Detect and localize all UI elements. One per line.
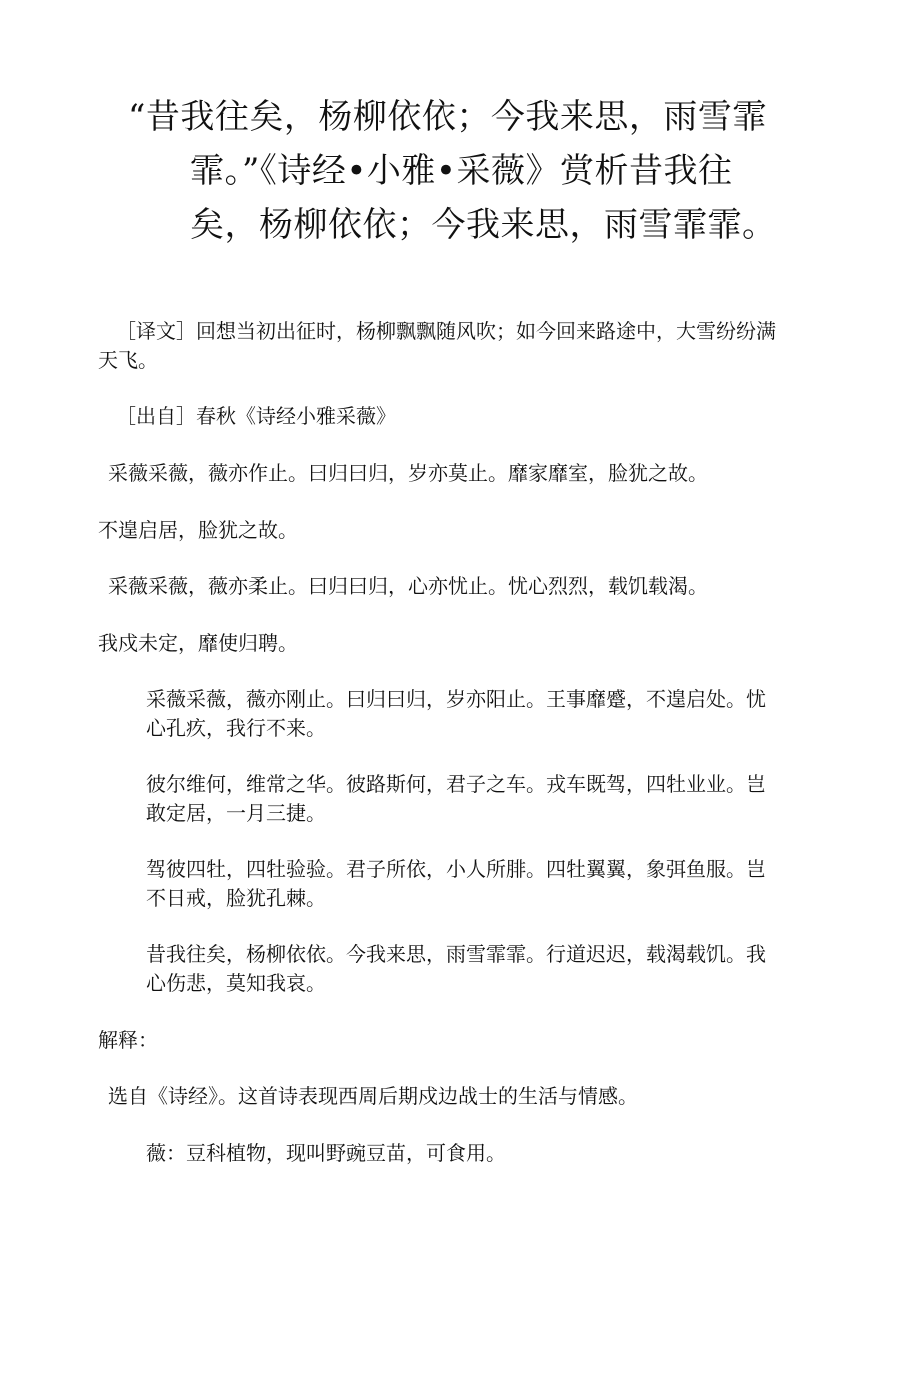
source-paragraph: ［出自］春秋《诗经小雅采薇》 xyxy=(116,404,396,428)
note-paragraph: 选自《诗经》。这首诗表现西周后期戍边战士的生活与情感。 xyxy=(108,1084,638,1108)
paragraph-line: 心伤悲，莫知我哀。 xyxy=(146,971,326,995)
paragraph-line: 昔我往矣，杨柳依依。今我来思，雨雪霏霏。行道迟迟，载渴载饥。我 xyxy=(146,942,766,966)
poem-stanza-line: 采薇采薇，薇亦柔止。曰归曰归，心亦忧止。忧心烈烈，载饥载渴。 xyxy=(108,574,708,598)
document-title xyxy=(128,90,828,252)
title-line: 矣，杨柳依依；今我来思，雨雪霏霏。 xyxy=(190,205,777,245)
poem-stanza-line: 不遑启居，脸犹之故。 xyxy=(98,518,298,542)
poem-stanza xyxy=(146,770,766,828)
poem-stanza-line: 我戍未定，靡使归聘。 xyxy=(98,631,298,655)
note-paragraph: 薇：豆科植物，现叫野豌豆苗，可食用。 xyxy=(146,1141,506,1165)
poem-stanza-line: 采薇采薇，薇亦作止。曰归曰归，岁亦莫止。靡家靡室，脸犹之故。 xyxy=(108,461,708,485)
paragraph-line: ［译文］回想当初出征时，杨柳飘飘随风吹；如今回来路途中，大雪纷纷满 xyxy=(116,319,776,343)
paragraph-line: 不日戒，脸犹孔棘。 xyxy=(146,886,326,910)
title-line: 霏。”《诗经•小雅•采薇》赏析昔我往 xyxy=(190,151,733,191)
paragraph-line: 心孔疚，我行不来。 xyxy=(146,716,326,740)
paragraph-line: 天飞。 xyxy=(98,348,158,372)
poem-stanza xyxy=(146,685,766,743)
poem-stanza xyxy=(146,940,766,998)
poem-stanza xyxy=(146,855,766,913)
paragraph-line: 敢定居，一月三捷。 xyxy=(146,801,326,825)
paragraph-line: 彼尔维何，维常之华。彼路斯何，君子之车。戎车既驾，四牡业业。岂 xyxy=(146,772,766,796)
translation-paragraph xyxy=(98,317,776,375)
paragraph-line: 采薇采薇，薇亦刚止。曰归曰归，岁亦阳止。王事靡蹙，不遑启处。忧 xyxy=(146,687,766,711)
paragraph-line: 驾彼四牡，四牡验验。君子所依，小人所腓。四牡翼翼，象弭鱼服。岂 xyxy=(146,857,766,881)
notes-heading: 解释： xyxy=(98,1028,158,1052)
title-line: “昔我往矣，杨柳依依；今我来思，雨雪霏 xyxy=(128,97,767,137)
